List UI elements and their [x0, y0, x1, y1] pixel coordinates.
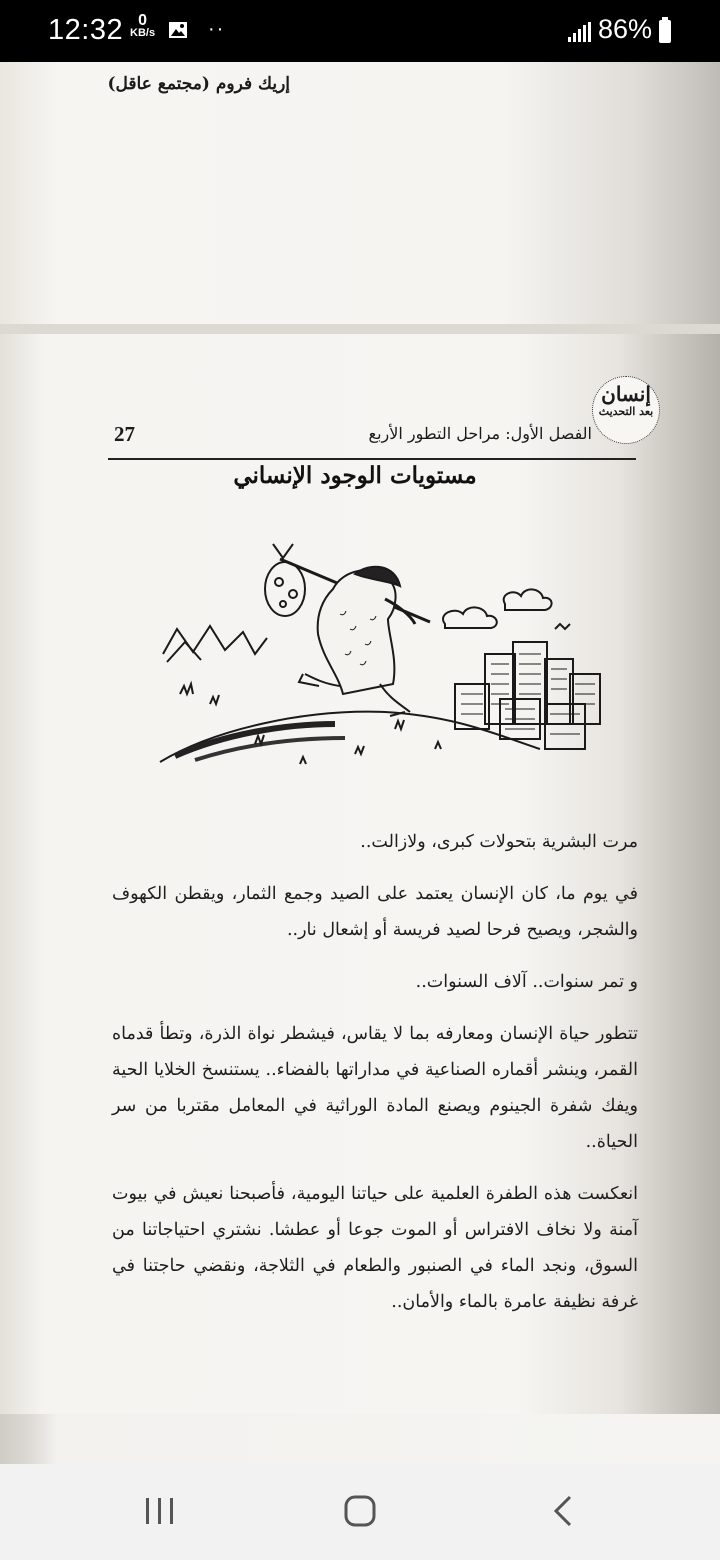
page-number: 27 [114, 422, 135, 446]
image-viewer[interactable] [0, 62, 720, 1464]
section-title: مستويات الوجود الإنساني [233, 462, 477, 489]
paragraph: انعكست هذه الطفرة العلمية على حياتنا اليومية، فأصبحنا نعيش في بيوت آمنة ولا نخاف الافتراس أو الموت جوعا أو عطشا. نشتري احتياجاتنا من السوق، ونجد الماء في الصنبور والطعام في الثلاجة، ونقضي حاجتنا في غرفة نظيفة عامرة بالماء والأمان.. [112, 1184, 638, 1312]
recents-icon[interactable] [130, 1492, 190, 1532]
previous-page [0, 62, 720, 324]
caveman-illustration [155, 534, 610, 774]
paragraph: تتطور حياة الإنسان ومعارفه بما لا يقاس، فيشطر نواة الذرة، وتطأ قدماه القمر، وينشر أقماره الصناعية في مداراتها بالفضاء.. يستنسخ الخلايا الحية ويفك شفرة الجينوم ويصنع المادة الوراثية في المعامل مقتربا من سر الحياة.. [112, 1024, 638, 1152]
book-page [0, 334, 720, 1414]
network-speed: 0 KB/s [130, 12, 156, 39]
paragraph: في يوم ما، كان الإنسان يعتمد على الصيد وجمع الثمار، ويقطن الكهوف والشجر، ويصيح فرحا لصيد فريسة أو إشعال نار.. [112, 884, 638, 940]
page-divider [0, 324, 720, 334]
signal-icon [568, 22, 592, 42]
body-text [112, 824, 638, 1336]
clock: 12:32 [48, 14, 124, 46]
book-logo: إنسان بعد التحديث [592, 376, 660, 444]
chapter-header: الفصل الأول: مراحل التطور الأربع [368, 424, 592, 443]
battery-percent: 86% [598, 14, 653, 44]
home-icon[interactable] [330, 1492, 390, 1532]
status-bar [0, 0, 720, 62]
more-notifications-icon: ·· [208, 18, 226, 40]
next-page [0, 1414, 720, 1464]
navigation-bar [0, 1464, 720, 1560]
image-notification-icon [168, 20, 188, 40]
paragraph: مرت البشرية بتحولات كبرى، ولازالت.. [360, 832, 638, 852]
paragraph: و تمر سنوات.. آلاف السنوات.. [415, 972, 638, 992]
back-icon[interactable] [532, 1492, 592, 1532]
running-header [108, 420, 636, 460]
battery-icon [659, 20, 671, 43]
author-quote: إريك فروم (مجتمع عاقل) [107, 74, 290, 94]
